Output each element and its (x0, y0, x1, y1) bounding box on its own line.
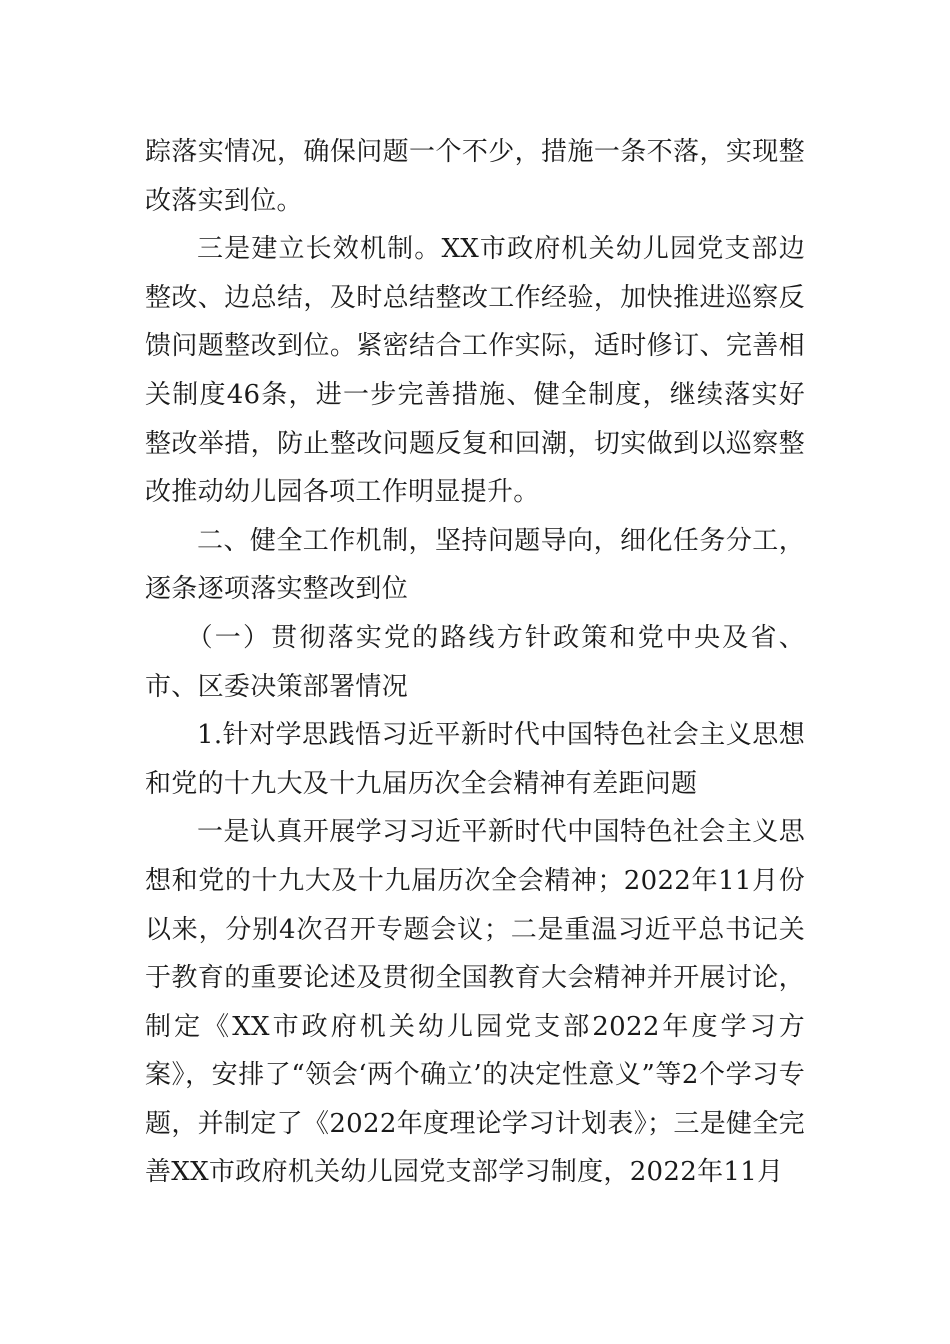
paragraph-study-measures: 一是认真开展学习习近平新时代中国特色社会主义思想和党的十九大及十九届历次全会精神；2022年11月份以来，分别4次召开专题会议；二是重温习近平总书记关于教育的重要论述及贯彻全国教育大会精神并开展讨论，制定《XX市政府机关幼儿园党支部2022年度学习方案》，安排了“领会‘两个确立’的决定性意义”等2个学习专题，并制定了《2022年度理论学习计划表》；三是健全完善XX市政府机关幼儿园党支部学习制度，2022年11月 (145, 817, 805, 1188)
document-body (145, 128, 805, 1197)
paragraph-long-term-mechanism: 三是建立长效机制。XX市政府机关幼儿园党支部边整改、边总结，及时总结整改工作经验，加快推进巡察反馈问题整改到位。紧密结合工作实际，适时修订、完善相关制度46条，进一步完善措施、健全制度，继续落实好整改举措，防止整改问题反复和回潮，切实做到以巡察整改推动幼儿园各项工作明显提升。 (145, 234, 805, 508)
section-heading-two: 二、健全工作机制，坚持问题导向，细化任务分工，逐条逐项落实整改到位 (145, 525, 805, 605)
item-heading-one: 1.针对学思践悟习近平新时代中国特色社会主义思想和党的十九大及十九届历次全会精神有差距问题 (145, 720, 805, 799)
subsection-heading-one: （一）贯彻落实党的路线方针政策和党中央及省、市、区委决策部署情况 (145, 622, 805, 702)
paragraph-continuation: 踪落实情况，确保问题一个不少，措施一条不落，实现整改落实到位。 (145, 137, 805, 216)
